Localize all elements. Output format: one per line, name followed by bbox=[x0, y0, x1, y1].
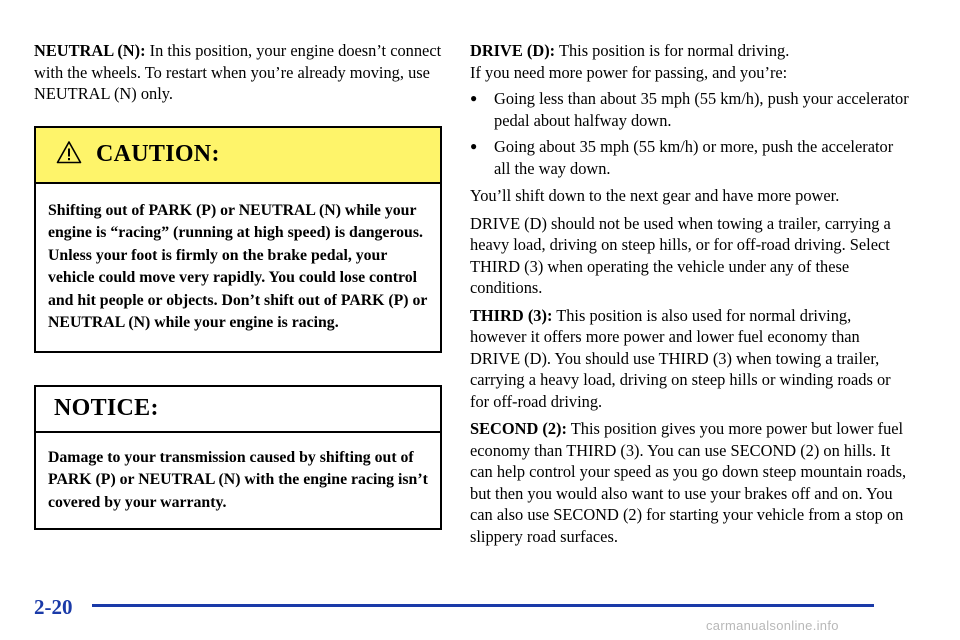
warning-triangle-icon bbox=[56, 140, 82, 169]
second-label: SECOND (2): bbox=[470, 419, 567, 438]
right-column bbox=[470, 40, 910, 547]
caution-text: Shifting out of PARK (P) or NEUTRAL (N) while your engine is “racing” (running at high speed) is dangerous. Unless your foot is firmly on the brake pedal, your vehicle could move very rapidly. You could lose control and hit people or objects. Don’t shift out of PARK (P) or NEUTRAL (N) while your engine is racing. bbox=[48, 201, 428, 331]
third-text: This position is also used for normal driving, however it offers more power and lower fuel economy than DRIVE (D). You should use THIRD (3) when towing a trailer, carrying a heavy load, driving on steep hills or winding roads or for off-road driving. bbox=[470, 305, 891, 411]
second-paragraph bbox=[470, 418, 910, 547]
caution-box bbox=[34, 126, 442, 353]
bullet-dot-icon: ● bbox=[470, 139, 478, 153]
left-column bbox=[34, 40, 442, 530]
second-text: This position gives you more power but lower fuel economy than THIRD (3). You can use SECOND (2) on hills. It can help control your speed as you go down steep mountain roads, but then you would also want to use your brakes off and on. You can also use SECOND (2) for starting your vehicle from a stop on slippery road surfaces. bbox=[470, 419, 907, 546]
third-label: THIRD (3): bbox=[470, 305, 553, 325]
notice-title: NOTICE: bbox=[54, 395, 159, 421]
drive-warning-paragraph: DRIVE (D) should not be used when towing a trailer, carrying a heavy load, driving on steep hills, or for off-road driving. Select THIRD (3) when operating the vehicle under any of these conditions. bbox=[470, 213, 891, 297]
watermark: carmanualsonline.info bbox=[706, 618, 839, 633]
drive-text: This position is for normal driving. bbox=[555, 41, 790, 60]
neutral-text: In this position, your engine doesn’t connect with the wheels. To restart when you’re already moving, use NEUTRAL (N) only. bbox=[34, 41, 442, 103]
notice-header bbox=[36, 387, 440, 433]
notice-text: Damage to your transmission caused by shifting out of PARK (P) or NEUTRAL (N) with the engine racing isn’t covered by your warranty. bbox=[48, 448, 428, 511]
list-item bbox=[470, 88, 910, 131]
third-paragraph bbox=[470, 305, 910, 413]
notice-body bbox=[36, 433, 440, 529]
drive-intro: If you need more power for passing, and you’re: bbox=[470, 62, 788, 82]
bullet-text: Going about 35 mph (55 km/h) or more, push the accelerator all the way down. bbox=[494, 137, 894, 178]
drive-paragraph bbox=[470, 40, 910, 62]
neutral-paragraph bbox=[34, 40, 442, 105]
notice-box bbox=[34, 385, 442, 531]
bullet-text: Going less than about 35 mph (55 km/h), push your accelerator pedal about halfway down. bbox=[494, 89, 909, 130]
neutral-label: NEUTRAL (N): bbox=[34, 41, 146, 60]
footer-rule bbox=[92, 604, 874, 607]
caution-body bbox=[36, 184, 440, 351]
caution-header bbox=[36, 128, 440, 184]
downshift-paragraph: You’ll shift down to the next gear and have more power. bbox=[470, 186, 840, 205]
bullet-dot-icon: ● bbox=[470, 91, 478, 105]
caution-title: CAUTION: bbox=[96, 141, 220, 167]
list-item bbox=[470, 136, 910, 179]
page-number: 2-20 bbox=[34, 595, 73, 619]
drive-label: DRIVE (D): bbox=[470, 41, 556, 60]
